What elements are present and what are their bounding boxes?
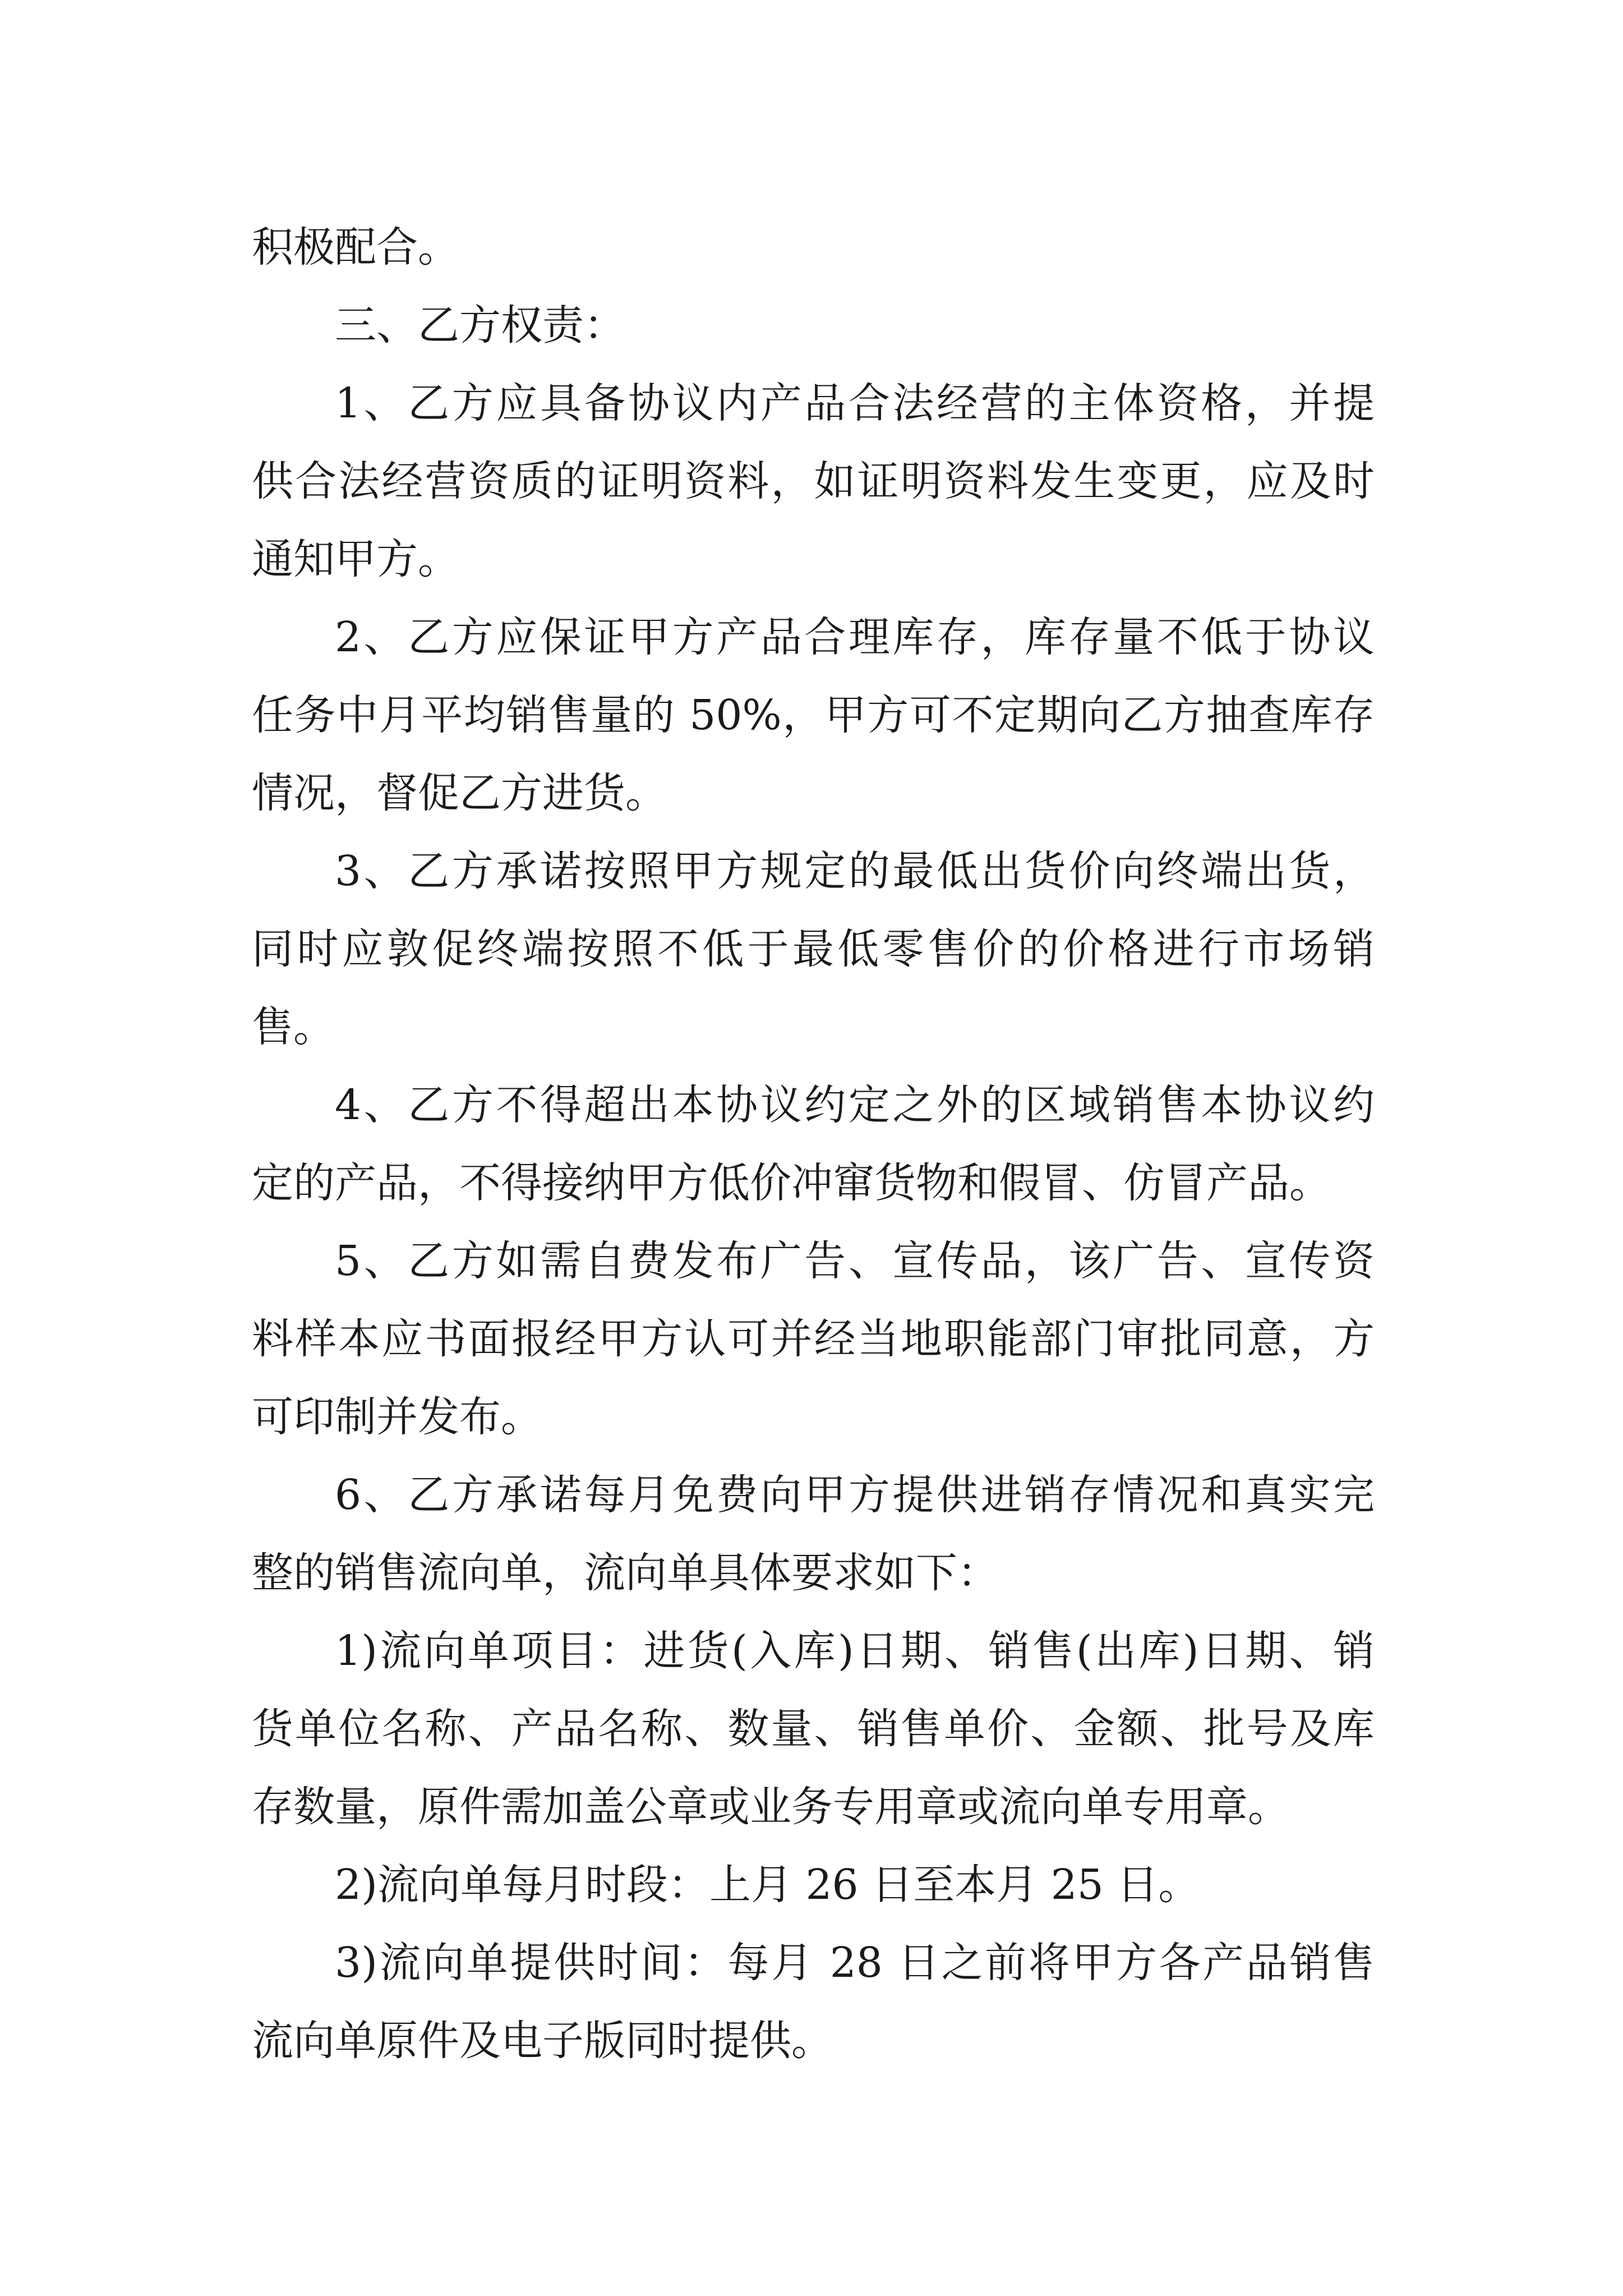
text-line: 1)流向单项目：进货(入库)日期、销售(出库)日期、销 — [335, 1627, 1375, 1675]
text-line: 流向单原件及电子版同时提供。 — [252, 2017, 833, 2065]
text-line: 6、乙方承诺每月免费向甲方提供进销存情况和真实完 — [335, 1471, 1375, 1519]
section-heading-3 — [252, 287, 1375, 365]
text-line: 整的销售流向单，流向单具体要求如下： — [252, 1549, 999, 1597]
sub-clause-3 — [252, 1924, 1375, 2080]
text-line: 料样本应书面报经甲方认可并经当地职能部门审批同意，方 — [252, 1315, 1375, 1363]
document-body — [252, 209, 1375, 2080]
clause-5 — [252, 1222, 1375, 1456]
text-line: 供合法经营资质的证明资料，如证明资料发生变更，应及时 — [252, 457, 1375, 505]
paragraph-1 — [252, 209, 1375, 287]
text-line: 货单位名称、产品名称、数量、销售单价、金额、批号及库 — [252, 1705, 1375, 1753]
text-line: 定的产品，不得接纳甲方低价冲窜货物和假冒、仿冒产品。 — [252, 1159, 1331, 1207]
clause-1 — [252, 365, 1375, 599]
text-line: 任务中月平均销售量的 50%，甲方可不定期向乙方抽查库存 — [252, 691, 1375, 739]
text-line: 可印制并发布。 — [252, 1393, 542, 1441]
text-line: 三、乙方权责： — [335, 301, 625, 349]
text-line: 同时应敦促终端按照不低于最低零售价的价格进行市场销 — [252, 925, 1375, 973]
text-line: 存数量，原件需加盖公章或业务专用章或流向单专用章。 — [252, 1783, 1289, 1831]
clause-2 — [252, 599, 1375, 832]
text-line: 5、乙方如需自费发布广告、宣传品，该广告、宣传资 — [335, 1237, 1375, 1285]
clause-3 — [252, 832, 1375, 1066]
text-line: 2、乙方应保证甲方产品合理库存，库存量不低于协议 — [335, 613, 1375, 661]
text-line: 4、乙方不得超出本协议约定之外的区域销售本协议约 — [335, 1081, 1375, 1129]
sub-clause-1 — [252, 1612, 1375, 1846]
sub-clause-2 — [252, 1846, 1375, 1924]
text-line: 积极配合。 — [252, 223, 459, 272]
text-line: 情况，督促乙方进货。 — [252, 769, 667, 817]
text-line: 3、乙方承诺按照甲方规定的最低出货价向终端出货， — [335, 847, 1375, 895]
text-line: 1、乙方应具备协议内产品合法经营的主体资格，并提 — [335, 379, 1375, 427]
text-line: 2)流向单每月时段：上月 26 日至本月 25 日。 — [335, 1861, 1200, 1909]
text-line: 售。 — [252, 1003, 335, 1051]
text-line: 通知甲方。 — [252, 535, 459, 583]
clause-6 — [252, 1456, 1375, 1612]
text-line: 3)流向单提供时间：每月 28 日之前将甲方各产品销售 — [335, 1939, 1375, 1987]
clause-4 — [252, 1066, 1375, 1222]
